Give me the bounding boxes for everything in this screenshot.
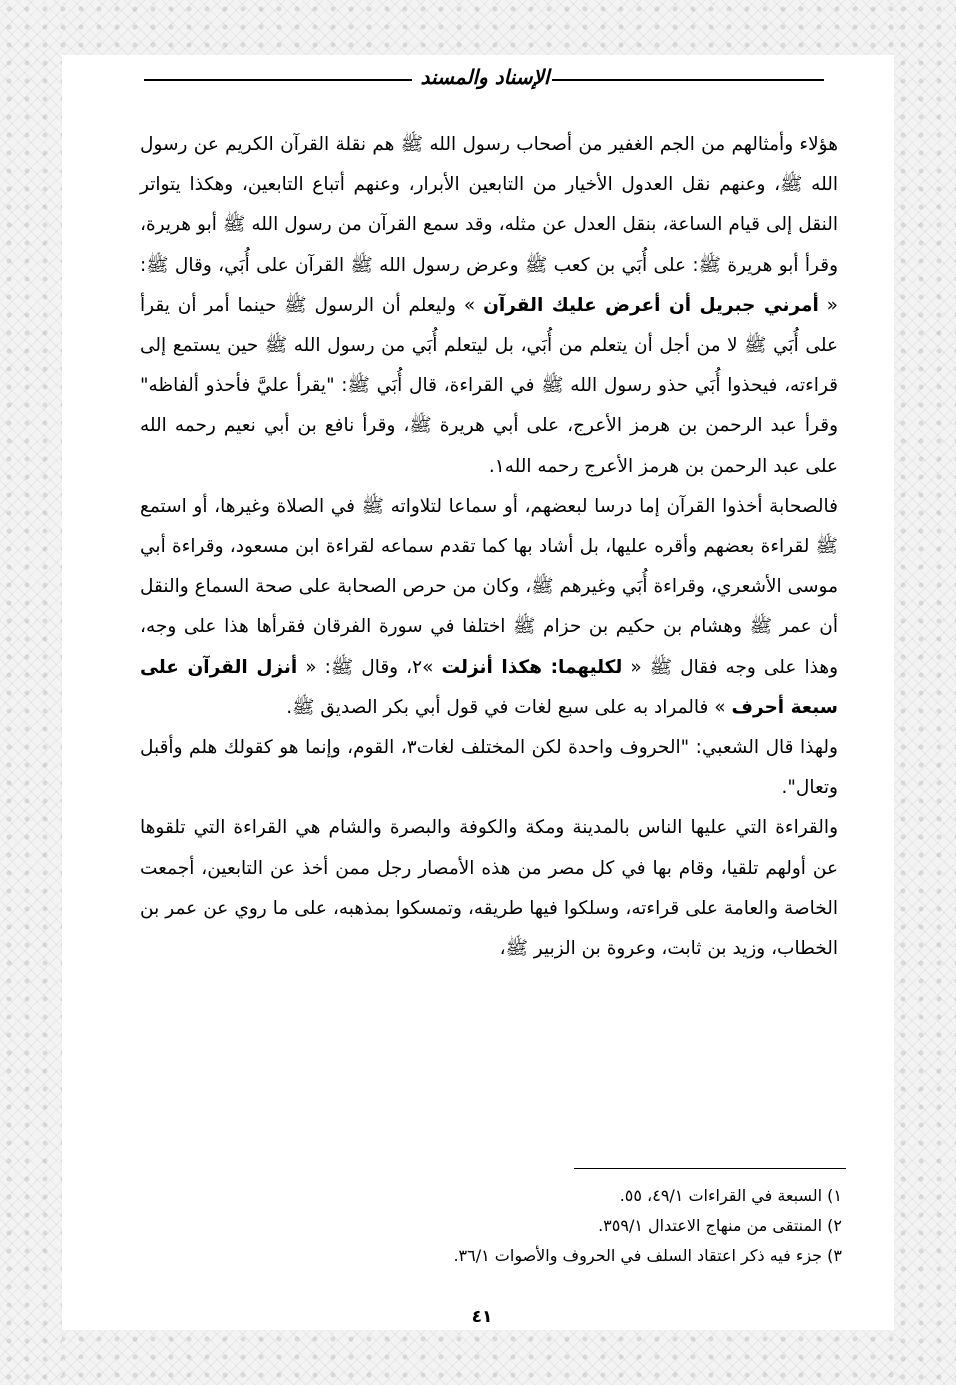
footnote-1: ١) السبعة في القراءات ٤٩/١، ٥٥. xyxy=(619,1186,842,1205)
hadith-quote-1: أمرني جبريل أن أعرض عليك القرآن xyxy=(483,294,819,316)
header-title: الإسناد والمسند xyxy=(420,65,550,89)
paragraph-1 xyxy=(140,125,838,487)
running-header xyxy=(144,67,824,97)
body-text xyxy=(140,125,838,969)
footnote-separator xyxy=(574,1168,846,1169)
paragraph-1-text-a: هؤلاء وأمثالهم من الجم الغفير من أصحاب رسول الله ﷺ هم نقلة القرآن الكريم عن رسول الله ﷺ، وعنهم نقل العدول الأخيار من التابعين الأبرار، وعنهم أتباع التابعين، وهكذا يتواتر النقل إلى قيام الساعة، بنقل العدل عن مثله، وقد سمع القرآن من رسول الله ﷺ أبو هريرة، وقرأ أبو هريرة ﷺ: على أُبَي بن كعب ﷺ وعرض رسول الله ﷺ القرآن على أُبَي، وقال ﷺ: « xyxy=(140,134,838,316)
paragraph-3: ولهذا قال الشعبي: "الحروف واحدة لكن المختلف لغات٣، القوم، وإنما هو كقولك هلم وأقبل وتعال". xyxy=(140,737,838,799)
decorative-border-bottom xyxy=(0,1330,956,1385)
decorative-border-right xyxy=(894,0,956,1385)
decorative-border-top xyxy=(0,0,956,55)
footnote-2: ٢) المنتقى من منهاج الاعتدال ٣٥٩/١. xyxy=(598,1216,842,1235)
paragraph-2-text-c: »٢، وقال ﷺ: « xyxy=(297,656,442,678)
decorative-border-left xyxy=(0,0,62,1385)
header-rule-right xyxy=(552,79,824,81)
footnotes xyxy=(202,1181,842,1271)
page-number: ٤١ xyxy=(471,1307,493,1327)
paragraph-2-text-a: فالصحابة أخذوا القرآن إما درسا لبعضهم، أو سماعا لتلاواته ﷺ في الصلاة وغيرها، أو استمع ﷺ لقراءة بعضهم وأقره عليها، بل أشاد بها كما تقدم سماعه لقراءة ابن مسعود، وقراءة أبي موسى الأشعري، وقراءة أُبَي وغيرهم ﷺ، وكان من حرص الصحابة على صحة السماع والنقل أن عمر ﷺ وهشام بن حكيم بن حزام ﷺ اختلفا في سورة الفرقان فقرأها هذا على وجه، وهذا على وجه فقال ﷺ « xyxy=(140,495,839,678)
book-page xyxy=(62,55,894,1330)
paragraph-1-text-c: » وليعلم أن الرسول ﷺ حينما أمر أن يقرأ على أُبَي ﷺ لا من أجل أن يتعلم من أُبَي، بل ليتعلم أُبَي من رسول الله ﷺ حين يستمع إلى قراءته، فيحذوا أُبَي حذو رسول الله ﷺ في القراءة، قال أُبَي ﷺ: "يقرأ عليَّ فأحذو ألفاظه" وقرأ عبد الرحمن بن هرمز الأعرج، على أبي هريرة ﷺ، وقرأ نافع بن أبي نعيم رحمه الله على عبد الرحمن بن هرمز الأعرج رحمه الله١. xyxy=(140,294,838,477)
hadith-quote-3: أنزل القرآن على سبعة أحرف xyxy=(140,656,838,718)
hadith-quote-2: لكليهما: هكذا أنزلت xyxy=(441,656,623,678)
paragraph-2-text-e: » فالمراد به على سبع لغات في قول أبي بكر الصديق ﷺ. xyxy=(286,696,732,718)
header-rule-left xyxy=(144,79,412,81)
paragraph-2 xyxy=(140,487,838,728)
footnote-3: ٣) جزء فيه ذكر اعتقاد السلف في الحروف والأصوات ٣٦/١. xyxy=(453,1246,842,1265)
paragraph-4: والقراءة التي عليها الناس بالمدينة ومكة والكوفة والبصرة والشام هي القراءة التي تلقوها عن أولهم تلقيا، وقام بها في كل مصر من هذه الأمصار رجل ممن أخذ عن التابعين، أجمعت الخاصة والعامة على قراءته، وسلكوا فيها طريقه، وتمسكوا بمذهبه، على ما روي عن عمر بن الخطاب، وزيد بن ثابت، وعروة بن الزبير ﷺ، xyxy=(140,817,838,960)
